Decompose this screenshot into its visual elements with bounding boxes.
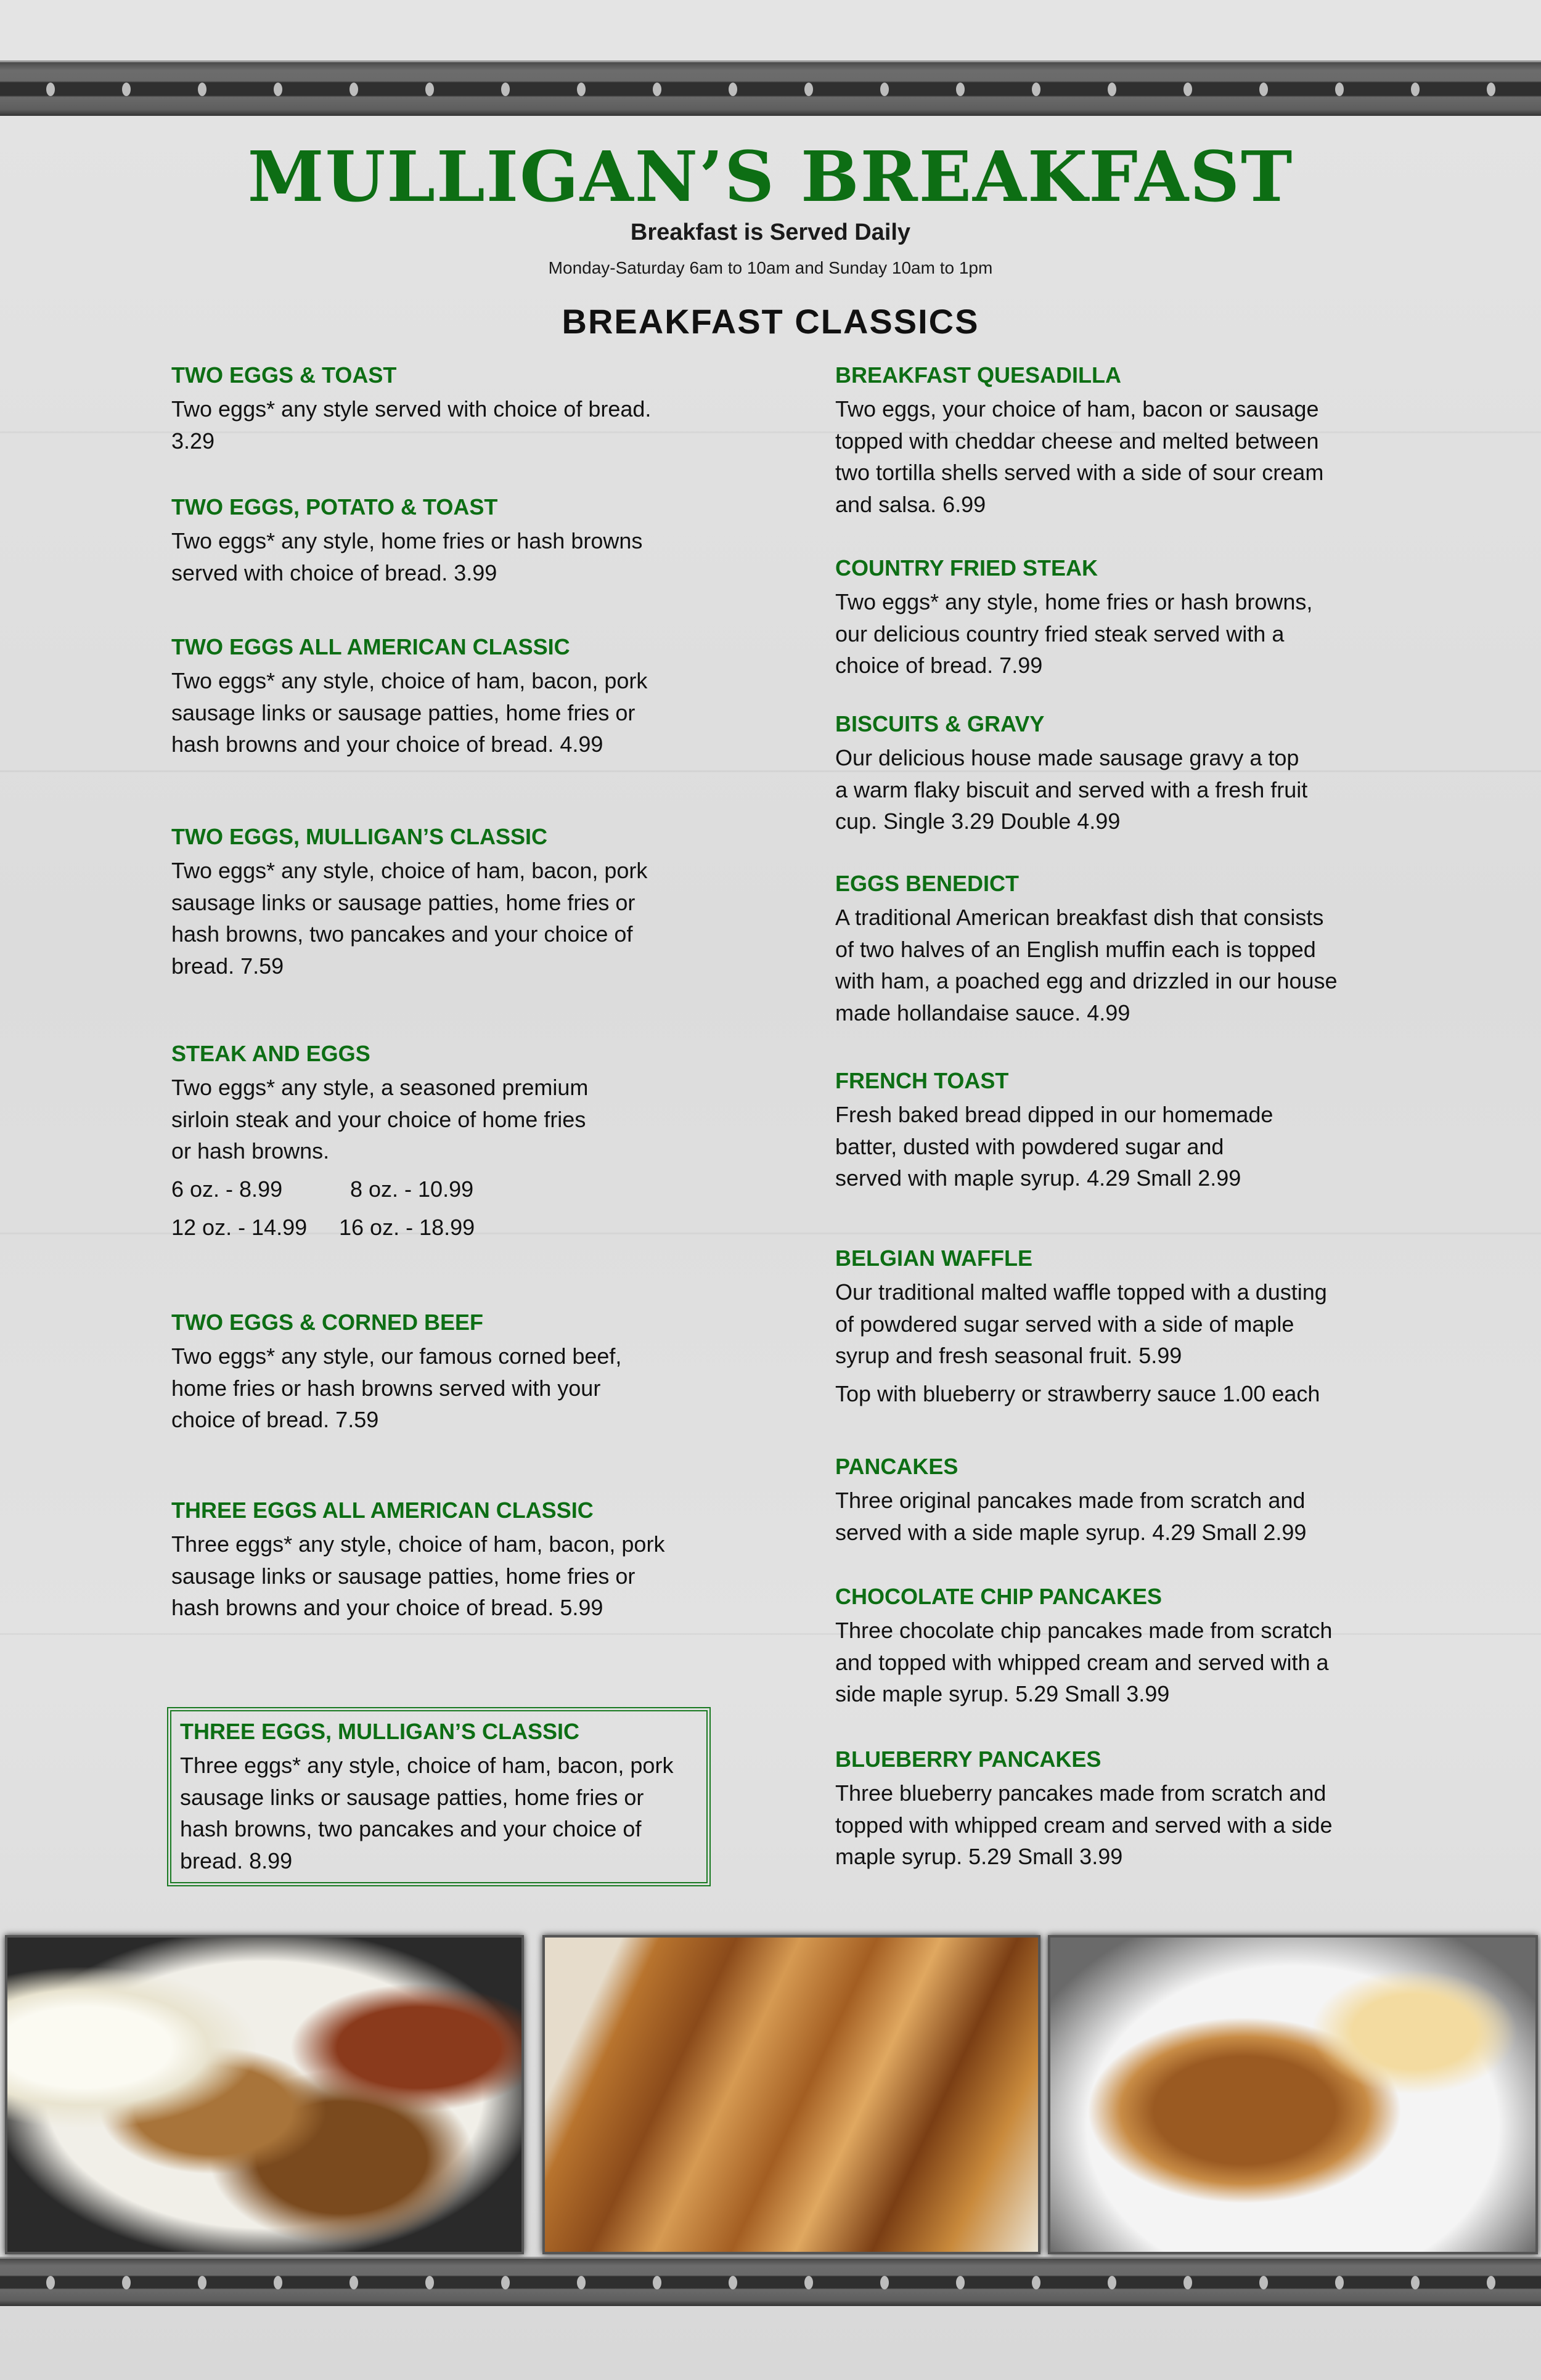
menu-item-biscuits-gravy [835, 709, 1378, 837]
section-heading: BREAKFAST CLASSICS [562, 302, 979, 341]
menu-item-description: syrup and fresh seasonal fruit. 5.99 [835, 1343, 1182, 1369]
menu-item-name: CHOCOLATE CHIP PANCAKES [835, 1584, 1163, 1609]
rivet-dot [577, 83, 586, 96]
menu-item-description: and topped with whipped cream and served with a [835, 1649, 1329, 1675]
rivet-dot [1487, 2276, 1495, 2289]
menu-item-description: Our traditional malted waffle topped with a dusting [835, 1279, 1327, 1305]
menu-item-three-eggs-mulligan-s-classic [167, 1707, 711, 1886]
menu-item-two-eggs-all-american-classic [171, 632, 714, 760]
rivet-dot [577, 2276, 586, 2289]
menu-item-name: TWO EGGS & TOAST [171, 362, 397, 388]
menu-item-description: sausage links or sausage patties, home fries or [171, 889, 636, 915]
menu-item-two-eggs-mulligan-s-classic [171, 821, 714, 982]
menu-item-description: bread. 7.59 [171, 953, 284, 979]
rivet-dot [653, 2276, 661, 2289]
menu-item-description: choice of bread. 7.59 [171, 1407, 379, 1433]
menu-item-description: Fresh baked bread dipped in our homemade [835, 1102, 1273, 1127]
menu-item-description: Two eggs, your choice of ham, bacon or sausage [835, 396, 1319, 422]
rivet-dot [1183, 2276, 1192, 2289]
price-option: 16 oz. - 18.99 [339, 1214, 475, 1240]
menu-item-name: THREE EGGS ALL AMERICAN CLASSIC [171, 1498, 594, 1523]
menu-item-description: Our delicious house made sausage gravy a top [835, 745, 1299, 770]
rivet-dot [1259, 2276, 1268, 2289]
rivet-dot [274, 83, 282, 96]
price-option: 8 oz. - 10.99 [350, 1176, 474, 1202]
rivet-dot [501, 2276, 510, 2289]
menu-item-description: Three eggs* any style, choice of ham, bacon, pork [171, 1531, 665, 1557]
menu-item-name: EGGS BENEDICT [835, 871, 1020, 896]
menu-item-description: sausage links or sausage patties, home fries or [171, 699, 636, 725]
rivet-dot [1259, 83, 1268, 96]
menu-item-country-fried-steak [835, 553, 1378, 682]
menu-item-blueberry-pancakes [835, 1744, 1378, 1873]
menu-item-name: PANCAKES [835, 1454, 959, 1479]
menu-item-description: sausage links or sausage patties, home fries or [180, 1784, 644, 1810]
rivet-dot [956, 2276, 965, 2289]
rivet-dot [653, 83, 661, 96]
rivet-dot [1487, 83, 1495, 96]
rivet-dot [880, 83, 889, 96]
menu-item-name: BREAKFAST QUESADILLA [835, 362, 1122, 388]
menu-item-description: hash browns and your choice of bread. 5.99 [171, 1595, 603, 1621]
rivet-dot [122, 83, 131, 96]
rivet-dot [1032, 83, 1040, 96]
menu-item-description: of two halves of an English muffin each is topped [835, 936, 1316, 962]
photo-pancakes [1048, 1935, 1538, 2254]
menu-item-description: A traditional American breakfast dish that consists [835, 905, 1324, 930]
menu-item-three-eggs-all-american-classic [171, 1495, 714, 1624]
rivet-dot [349, 83, 358, 96]
rivet-dot [1335, 2276, 1344, 2289]
menu-item-description: Two eggs* any style served with choice of bread. [171, 396, 652, 422]
restaurant-title: MULLIGAN’S BREAKFAST [247, 137, 1294, 218]
rivet-dot [1335, 83, 1344, 96]
rivet-dot [1032, 2276, 1040, 2289]
menu-item-name: TWO EGGS ALL AMERICAN CLASSIC [171, 634, 570, 659]
menu-item-name: COUNTRY FRIED STEAK [835, 555, 1098, 581]
subtitle: Breakfast is Served Daily [630, 219, 911, 245]
rivet-dot [274, 2276, 282, 2289]
rivet-dot [122, 2276, 131, 2289]
rivet-dot [1108, 2276, 1116, 2289]
menu-item-description: Two eggs* any style, a seasoned premium [171, 1075, 589, 1100]
menu-item-description: batter, dusted with powdered sugar and [835, 1133, 1224, 1159]
menu-item-description: Two eggs* any style, choice of ham, bacon, pork [171, 858, 648, 883]
menu-item-name: TWO EGGS, MULLIGAN’S CLASSIC [171, 824, 547, 849]
menu-item-name: TWO EGGS & CORNED BEEF [171, 1310, 484, 1335]
menu-item-description: topped with cheddar cheese and melted between [835, 428, 1319, 454]
menu-item-description: served with choice of bread. 3.99 [171, 560, 497, 585]
menu-item-pancakes [835, 1451, 1378, 1548]
menu-item-description: Two eggs* any style, our famous corned beef, [171, 1343, 622, 1369]
menu-item-description: sausage links or sausage patties, home fries or [171, 1563, 636, 1589]
menu-item-name: THREE EGGS, MULLIGAN’S CLASSIC [180, 1719, 580, 1744]
photo-french-toast [542, 1935, 1040, 2254]
menu-item-description: a warm flaky biscuit and served with a fresh fruit [835, 776, 1308, 802]
rivet-dot [956, 83, 965, 96]
menu-item-description: side maple syrup. 5.29 Small 3.99 [835, 1681, 1170, 1707]
price-option: 12 oz. - 14.99 [171, 1214, 308, 1240]
menu-item-name: TWO EGGS, POTATO & TOAST [171, 494, 498, 520]
menu-item-description: Two eggs* any style, home fries or hash browns [171, 528, 643, 553]
rivet-dot [1411, 83, 1420, 96]
menu-item-description: cup. Single 3.29 Double 4.99 [835, 809, 1121, 834]
menu-item-eggs-benedict [835, 868, 1378, 1029]
menu-item-name: BELGIAN WAFFLE [835, 1245, 1032, 1271]
menu-item-chocolate-chip-pancakes [835, 1581, 1378, 1710]
price-row [171, 1212, 714, 1244]
price-option: 6 oz. - 8.99 [171, 1176, 283, 1202]
menu-item-description: of powdered sugar served with a side of maple [835, 1311, 1294, 1337]
menu-item-description: Three blueberry pancakes made from scratch and [835, 1780, 1326, 1806]
rivet-dot [1183, 83, 1192, 96]
rivet-dot [804, 2276, 813, 2289]
rivet-dot [1411, 2276, 1420, 2289]
menu-item-description: hash browns, two pancakes and your choice of [171, 921, 633, 947]
hours: Monday-Saturday 6am to 10am and Sunday 10am to 1pm [548, 258, 993, 277]
menu-item-description: Two eggs* any style, home fries or hash browns, [835, 589, 1313, 614]
menu-item-description: Three original pancakes made from scratch and [835, 1488, 1306, 1513]
menu-item-description: and salsa. 6.99 [835, 492, 986, 518]
rivet-dot [349, 2276, 358, 2289]
rivet-dot [804, 83, 813, 96]
menu-item-description: served with a side maple syrup. 4.29 Small 2.99 [835, 1519, 1307, 1545]
menu-item-description: choice of bread. 7.99 [835, 653, 1043, 679]
rivet-dot [46, 83, 55, 96]
menu-item-description: served with maple syrup. 4.29 Small 2.99 [835, 1165, 1241, 1191]
menu-item-description: home fries or hash browns served with your [171, 1375, 601, 1401]
rivet-dot [198, 83, 206, 96]
menu-item-description: hash browns and your choice of bread. 4.99 [171, 732, 603, 757]
menu-item-name: STEAK AND EGGS [171, 1041, 370, 1066]
menu-item-description: with ham, a poached egg and drizzled in our house [835, 968, 1338, 994]
menu-item-description: or hash browns. [171, 1138, 330, 1164]
menu-item-name: BLUEBERRY PANCAKES [835, 1746, 1102, 1772]
rivet-dot [425, 2276, 434, 2289]
menu-item-description: sirloin steak and your choice of home fries [171, 1106, 586, 1132]
menu-item-description: maple syrup. 5.29 Small 3.99 [835, 1844, 1123, 1870]
rivet-dot [46, 2276, 55, 2289]
menu-item-description: hash browns, two pancakes and your choice of [180, 1816, 642, 1842]
top-rail-border [0, 60, 1541, 116]
menu-item-description: our delicious country fried steak served with a [835, 621, 1285, 646]
rivet-dot [729, 83, 737, 96]
menu-item-steak-and-eggs [171, 1038, 714, 1244]
menu-item-two-eggs-toast [171, 360, 714, 457]
menu-item-description: Two eggs* any style, choice of ham, bacon, pork [171, 668, 648, 693]
menu-item-description: two tortilla shells served with a side of sour cream [835, 460, 1324, 486]
menu-item-name: BISCUITS & GRAVY [835, 711, 1045, 736]
menu-item-addon: Top with blueberry or strawberry sauce 1.00 each [835, 1381, 1320, 1407]
menu-item-breakfast-quesadilla [835, 360, 1378, 521]
photo-eggs-toast-sausage [5, 1935, 524, 2254]
rivet-dot [729, 2276, 737, 2289]
rivet-dot [880, 2276, 889, 2289]
menu-item-description: topped with whipped cream and served with a side [835, 1812, 1333, 1838]
rivet-dot [501, 83, 510, 96]
menu-item-french-toast [835, 1066, 1378, 1194]
rivet-dot [1108, 83, 1116, 96]
rivet-dot [198, 2276, 206, 2289]
rivet-dot [425, 83, 434, 96]
price-row [171, 1173, 714, 1205]
menu-item-name: FRENCH TOAST [835, 1068, 1009, 1093]
menu-item-belgian-waffle [835, 1243, 1378, 1410]
menu-item-description: 3.29 [171, 428, 215, 454]
menu-item-description: made hollandaise sauce. 4.99 [835, 1000, 1130, 1026]
menu-item-description: bread. 8.99 [180, 1848, 293, 1874]
menu-item-two-eggs-corned-beef [171, 1307, 714, 1436]
menu-item-description: Three chocolate chip pancakes made from scratch [835, 1618, 1333, 1643]
menu-item-two-eggs-potato-toast [171, 492, 714, 589]
bottom-rail-border [0, 2257, 1541, 2306]
menu-item-description: Three eggs* any style, choice of ham, bacon, pork [180, 1753, 674, 1778]
